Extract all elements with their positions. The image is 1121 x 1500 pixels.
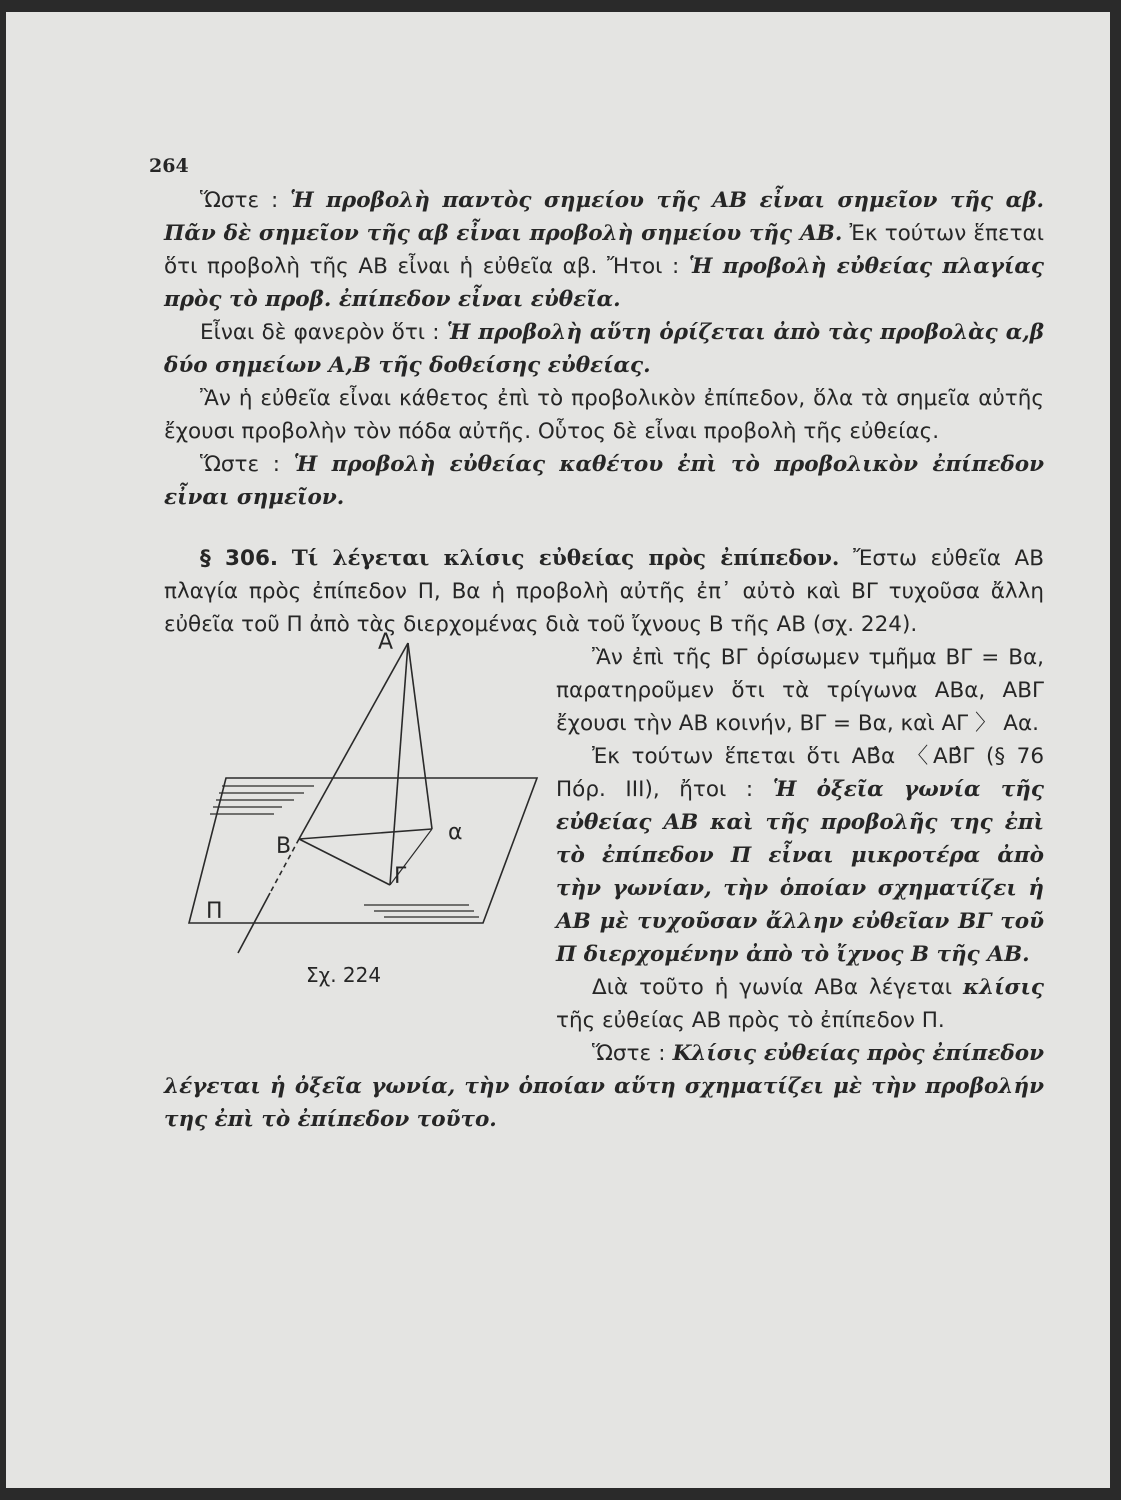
text-inclination-end: τῆς εὐθείας ΑΒ πρὸς τὸ ἐπίπεδον Π. xyxy=(556,1008,945,1033)
lead-hoste: Ὥστε : xyxy=(200,188,279,213)
paragraph-perpendicular-conclusion xyxy=(164,448,1044,514)
label-Pi: Π xyxy=(206,899,223,924)
definition-inclination: Κλίσις εὐθείας πρὸς ἐπίπεδον λέγεται ἡ ὀξεῖα γωνία, τὴν ὁποίαν αὕτη σχηματίζει μὲ τὴν προβολήν της ἐπὶ τὸ ἐπίπεδον τοῦτο. xyxy=(164,1041,1044,1132)
text-therefore: Διὰ τοῦτο ἡ γωνία ΑΒα λέγεται xyxy=(592,975,953,1000)
section-number: § 306. xyxy=(200,546,279,571)
text-consequence: Ἐκ τούτων ἕπεται ὅτι προβολὴ τῆς ΑΒ εἶναι ἡ εὐθεῖα αβ. Ἤτοι : xyxy=(164,221,1044,279)
section-title: Τί λέγεται κλίσις εὐθείας πρὸς ἐπίπεδον. xyxy=(291,546,840,571)
line-a-alpha xyxy=(408,643,432,829)
paragraph-definition xyxy=(164,1037,1044,1136)
section-intro-text: Ἔστω εὐθεῖα ΑΒ πλαγία πρὸς ἐπίπεδον Π, Βα ἡ προβολὴ αὐτῆς ἐπ᾽ αὐτὸ καὶ ΒΓ τυχοῦσα ἄλλη εὐθεῖα τοῦ Π ἀπὸ τὰς διερχομένας διὰ τοῦ ἴχνους Β τῆς ΑΒ (σχ. 224). xyxy=(164,546,1044,637)
lead-hoste-2: Ὥστε : xyxy=(200,452,281,477)
figure-caption: Σχ. 224 xyxy=(306,963,382,987)
label-A: Α xyxy=(378,630,394,655)
label-Gamma: Γ xyxy=(394,864,407,889)
line-a-gamma xyxy=(390,643,408,885)
theorem-perpendicular-projection: Ἡ προβολὴ εὐθείας καθέτου ἐπὶ τὸ προβολικὸν ἐπίπεδον εἶναι σημεῖον. xyxy=(164,452,1044,510)
page-number: 264 xyxy=(149,155,189,177)
theorem-acute-angle: Ἡ ὀξεῖα γωνία τῆς εὐθείας ΑΒ καὶ τῆς προβολῆς της ἐπὶ τὸ ἐπίπεδον Π εἶναι μικροτέρα ἀπὸ τὴν γωνίαν, τὴν ὁποίαν σχηματίζει ἡ ΑΒ μὲ τυχοῦσαν ἄλλην εὐθεῖαν ΒΓ τοῦ Π διερχομένην ἀπὸ τὸ ἴχνος Β τῆς ΑΒ. xyxy=(556,777,1045,967)
body-text xyxy=(164,184,1044,1136)
theorem-oblique-projection: Ἡ προβολὴ εὐθείας πλαγίας πρὸς τὸ προβ. ἐπίπεδον εἶναι εὐθεῖα. xyxy=(164,254,1044,312)
term-inclination: κλίσις xyxy=(963,975,1044,1000)
paragraph-perpendicular: Ἂν ἡ εὐθεῖα εἶναι κάθετος ἐπὶ τὸ προβολικὸν ἐπίπεδον, ὅλα τὰ σημεῖα αὐτῆς ἔχουσι προβολὴν τὸν πόδα αὐτῆς. Οὗτος δὲ εἶναι προβολὴ τῆς εὐθείας. xyxy=(164,386,1044,444)
label-B: Β xyxy=(276,834,292,859)
paragraph-projection-points xyxy=(164,184,1044,316)
theorem-determination: Ἡ προβολὴ αὕτη ὁρίζεται ἀπὸ τὰς προβολὰς α,β δύο σημείων Α,Β τῆς δοθείσης εὐθείας. xyxy=(164,320,1044,378)
label-alpha: α xyxy=(448,820,463,845)
line-ab xyxy=(299,643,408,839)
book-page xyxy=(6,12,1110,1488)
section-306-comparison: Ἂν ἐπὶ τῆς ΒΓ ὁρίσωμεν τμῆμα ΒΓ = Βα, παρατηροῦμεν ὅτι τὰ τρίγωνα ΑΒα, ΑΒΓ ἔχουσι τὴν ΑΒ κοινήν, ΒΓ = Βα, καὶ ΑΓ 〉 Αα. xyxy=(556,645,1044,736)
text-evident: Εἶναι δὲ φανερὸν ὅτι : xyxy=(200,320,440,345)
text-angle-inequality: Ἐκ τούτων ἕπεται ὅτι ΑΒ̂α 〈ΑΒ̂Γ (§ 76 Πόρ. ΙΙΙ), ἤτοι : xyxy=(556,744,1044,802)
plane-hatching xyxy=(210,786,479,917)
lead-hoste-3: Ὥστε : xyxy=(592,1041,666,1066)
line-b-gamma xyxy=(299,839,390,885)
theorem-projection-points: Ἡ προβολὴ παντὸς σημείου τῆς ΑΒ εἶναι σημεῖον τῆς αβ. Πᾶν δὲ σημεῖον τῆς αβ εἶναι προβολὴ σημείου τῆς ΑΒ. xyxy=(164,188,1044,246)
figure-224 xyxy=(164,630,544,1048)
line-b-alpha xyxy=(299,829,432,839)
paragraph-determination xyxy=(164,316,1044,382)
section-306-intro xyxy=(164,542,1044,641)
